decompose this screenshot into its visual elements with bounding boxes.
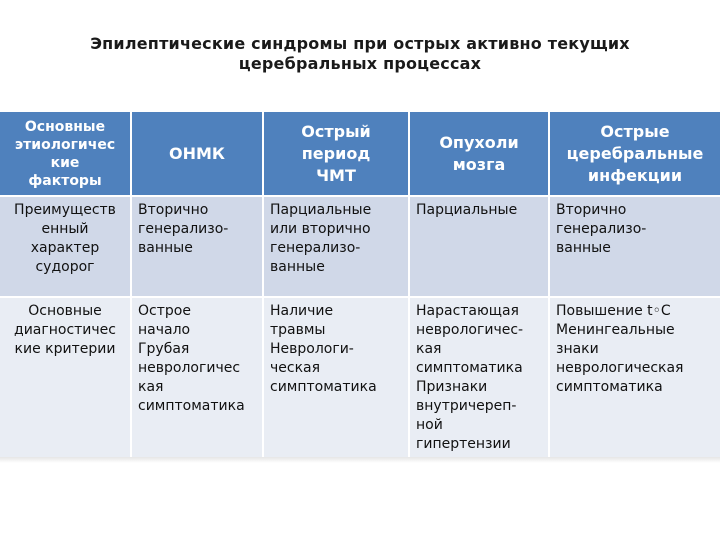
header-cell-factors: Основные этиологичес кие факторы: [0, 112, 132, 195]
row1-cell-label: Преимуществ енный характер судорог: [0, 197, 132, 296]
header-cell-tumors: Опухоли мозга: [410, 112, 550, 195]
row2-cell-tumors: Нарастающая неврологичес- кая симптоматика Признаки внутричереп- ной гипертензии: [410, 298, 550, 457]
title-line-1: Эпилептические синдромы при острых активно текущих: [90, 34, 630, 53]
header-cell-tbi: Острый период ЧМТ: [264, 112, 410, 195]
title-line-2: церебральных процессах: [238, 54, 482, 73]
header-cell-stroke: ОНМК: [132, 112, 264, 195]
row2-cell-tbi: Наличие травмы Неврологи- ческая симптоматика: [264, 298, 410, 457]
table-bottom-shadow: [0, 457, 720, 463]
row2-cell-stroke: Острое начало Грубая неврологичес кая симптоматика: [132, 298, 264, 457]
row1-cell-infections: Вторично генерализо- ванные: [550, 197, 720, 296]
header-cell-infections: Острые церебральные инфекции: [550, 112, 720, 195]
row1-cell-tbi: Парциальные или вторично генерализо- ванные: [264, 197, 410, 296]
row1-cell-tumors: Парциальные: [410, 197, 550, 296]
row2-cell-label: Основные диагностичес кие критерии: [0, 298, 132, 457]
row1-cell-stroke: Вторично генерализо- ванные: [132, 197, 264, 296]
row2-cell-infections: Повышение t◦C Менингеальные знаки неврологическая симптоматика: [550, 298, 720, 457]
